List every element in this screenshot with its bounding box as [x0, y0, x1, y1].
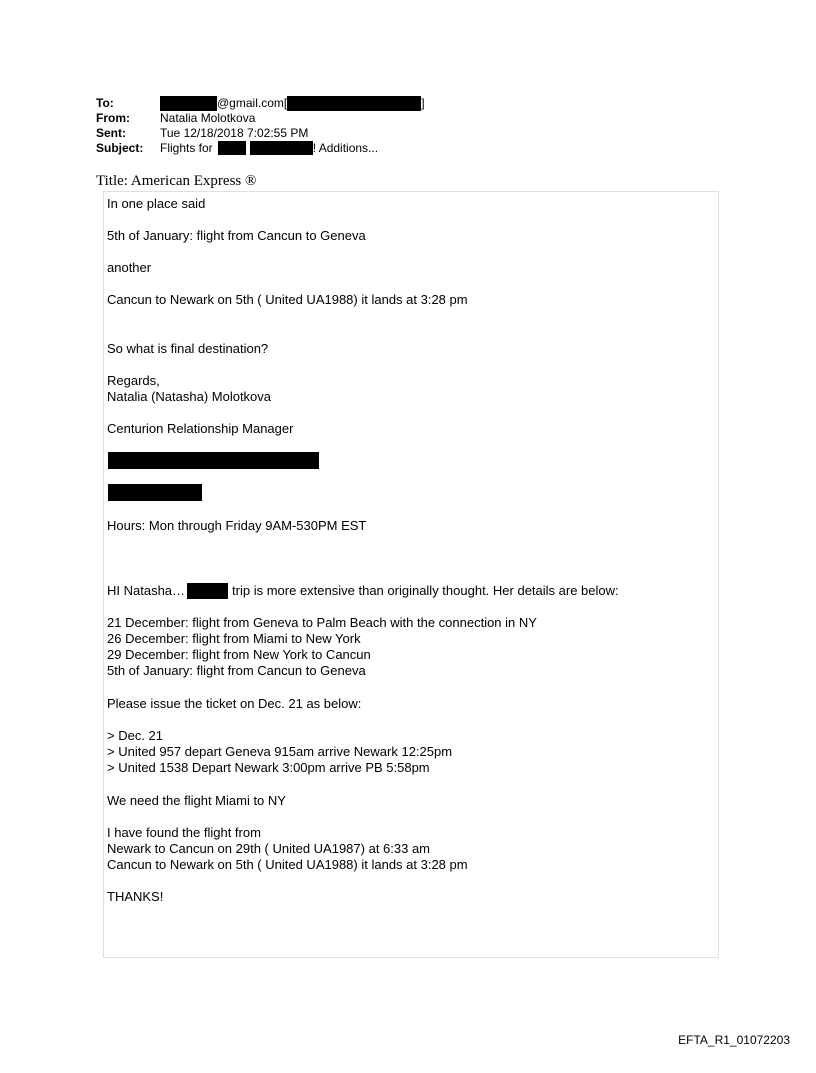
body-line: 21 December: flight from Geneva to Palm Beach with the connection in NY	[107, 615, 537, 630]
email-header	[96, 96, 425, 156]
redaction-block	[287, 96, 421, 111]
body-line: Newark to Cancun on 29th ( United UA1987) at 6:33 am	[107, 841, 431, 856]
to-row	[96, 96, 425, 111]
subject-row	[96, 141, 425, 156]
body-line: 5th of January: flight from Cancun to Geneva	[107, 228, 366, 243]
subject-label: Subject:	[96, 141, 144, 155]
body-line: Hours: Mon through Friday 9AM-530PM EST	[107, 518, 367, 533]
sent-value: Tue 12/18/2018 7:02:55 PM	[160, 126, 309, 140]
body-line: So what is final destination?	[107, 341, 269, 356]
redaction-block	[108, 484, 202, 501]
from-row	[96, 111, 425, 126]
body-line: > United 1538 Depart Newark 3:00pm arrive PB 5:58pm	[107, 760, 430, 775]
body-line: THANKS!	[107, 889, 164, 904]
document-id: EFTA_R1_01072203	[678, 1033, 790, 1047]
body-line: Cancun to Newark on 5th ( United UA1988) it lands at 3:28 pm	[107, 292, 468, 307]
body-line-part: trip is more extensive than originally thought. Her details are below:	[232, 583, 619, 598]
body-line: Centurion Relationship Manager	[107, 421, 294, 436]
to-value-text: @gmail.com[	[217, 96, 288, 110]
body-line: In one place said	[107, 196, 206, 211]
redaction-block	[160, 96, 217, 111]
from-label: From:	[96, 111, 130, 125]
body-line: Natalia (Natasha) Molotkova	[107, 389, 272, 404]
body-line-part: HI Natasha…	[107, 583, 186, 598]
sent-row	[96, 126, 425, 141]
redaction-block	[250, 141, 313, 155]
subject-value	[160, 141, 378, 156]
to-label: To:	[96, 96, 114, 110]
body-line: > United 957 depart Geneva 915am arrive Newark 12:25pm	[107, 744, 453, 759]
redaction-block	[187, 583, 228, 599]
body-line	[107, 583, 619, 599]
body-line: We need the flight Miami to NY	[107, 793, 286, 808]
subject-prefix: Flights for	[160, 141, 213, 155]
to-value	[160, 96, 425, 111]
body-line: 26 December: flight from Miami to New York	[107, 631, 361, 646]
sent-label: Sent:	[96, 126, 126, 140]
body-line: > Dec. 21	[107, 728, 164, 743]
body-line: 5th of January: flight from Cancun to Geneva	[107, 663, 366, 678]
body-line: Cancun to Newark on 5th ( United UA1988) it lands at 3:28 pm	[107, 857, 468, 872]
redaction-block	[218, 141, 246, 155]
from-value: Natalia Molotkova	[160, 111, 256, 125]
body-line: another	[107, 260, 152, 275]
body-line: 29 December: flight from New York to Cancun	[107, 647, 371, 662]
message-body	[103, 191, 719, 958]
redaction-block	[108, 452, 319, 469]
title-line: Title: American Express ®	[96, 173, 257, 189]
to-value-end: ]	[421, 96, 425, 110]
body-line: Regards,	[107, 373, 160, 388]
body-line: Please issue the ticket on Dec. 21 as below:	[107, 696, 362, 711]
body-line: I have found the flight from	[107, 825, 261, 840]
subject-suffix: ! Additions...	[312, 141, 379, 155]
